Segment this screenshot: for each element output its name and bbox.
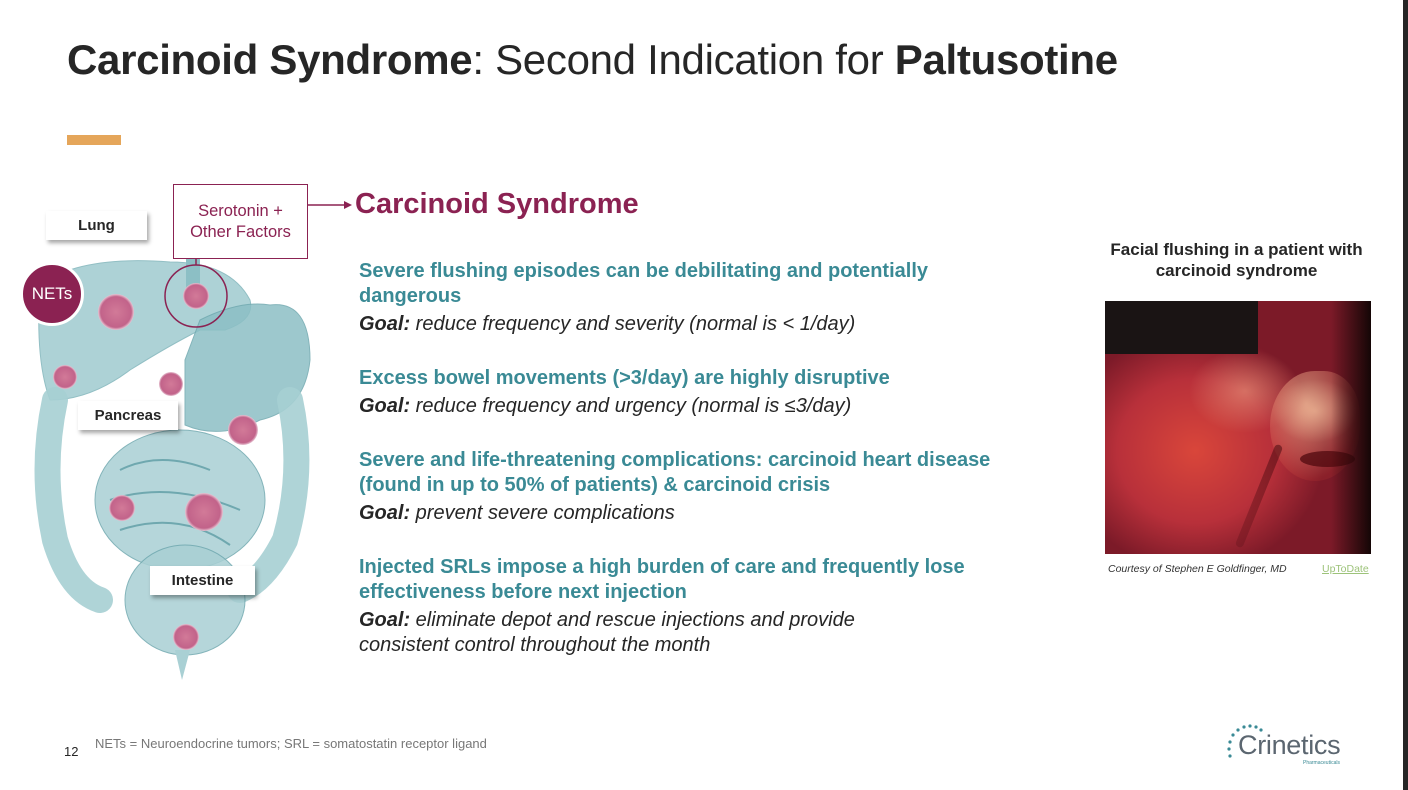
goal-label: Goal: xyxy=(359,395,411,417)
section-heading: Carcinoid Syndrome xyxy=(355,188,639,220)
point-goal xyxy=(359,501,1059,526)
point-title: Injected SRLs impose a high burden of care and frequently lose effectiveness before next injection xyxy=(359,556,965,603)
title-bold-1: Carcinoid Syndrome xyxy=(67,36,473,83)
point-title: Excess bowel movements (>3/day) are highly disruptive xyxy=(359,367,890,389)
nets-badge xyxy=(20,262,84,326)
crinetics-logo xyxy=(1225,722,1355,772)
point-title: Severe flushing episodes can be debilitating and potentially dangerous xyxy=(359,260,929,307)
point-item xyxy=(359,555,1059,658)
point-goal xyxy=(359,394,1059,419)
label-lung xyxy=(46,211,147,240)
goal-text: reduce frequency and severity (normal is < 1/day) xyxy=(410,313,856,335)
title-bold-2: Paltusotine xyxy=(894,36,1118,83)
logo-wordmark: Crinetics xyxy=(1238,730,1341,760)
slide-title xyxy=(67,36,1118,84)
photo-credit: Courtesy of Stephen E Goldfinger, MD xyxy=(1108,563,1287,575)
goal-label: Goal: xyxy=(359,313,411,335)
intestine-label-text: Intestine xyxy=(171,572,234,589)
point-title: Severe and life-threatening complications: carcinoid heart disease (found in up to 50% of patients) & carcinoid crisis xyxy=(359,449,991,496)
goal-label: Goal: xyxy=(359,609,411,631)
nets-badge-text: NETs xyxy=(31,284,73,303)
label-pancreas xyxy=(78,401,178,430)
slide-right-border xyxy=(1403,0,1408,790)
points-list xyxy=(359,259,1059,658)
footnote: NETs = Neuroendocrine tumors; SRL = somatostatin receptor ligand xyxy=(95,736,487,751)
page-number: 12 xyxy=(64,744,79,759)
goal-text: eliminate depot and rescue injections and provide consistent control throughout the month xyxy=(359,609,855,656)
goal-text: reduce frequency and urgency (normal is ≤3/day) xyxy=(410,395,852,417)
point-item xyxy=(359,448,1059,526)
label-intestine xyxy=(150,566,255,595)
serotonin-callout-box xyxy=(173,184,308,259)
pancreas-label-text: Pancreas xyxy=(94,407,162,424)
photo-shadow xyxy=(1331,301,1371,554)
point-goal xyxy=(359,608,879,658)
photo-caption: Facial flushing in a patient with carcinoid syndrome xyxy=(1110,240,1363,280)
point-item xyxy=(359,366,1059,419)
lung-label-text: Lung xyxy=(78,217,115,234)
photo-fold-shape xyxy=(1235,444,1284,549)
accent-bar xyxy=(67,135,121,145)
point-goal xyxy=(359,312,1059,337)
goal-text: prevent severe complications xyxy=(410,502,675,524)
serotonin-callout-text: Serotonin + Other Factors xyxy=(190,201,291,241)
point-item xyxy=(359,259,1059,337)
goal-label: Goal: xyxy=(359,502,411,524)
facial-flushing-photo xyxy=(1105,301,1371,554)
photo-censor-bar xyxy=(1105,301,1258,354)
arrow-right-icon xyxy=(308,198,354,212)
title-regular: : Second Indication for xyxy=(472,36,895,83)
photo-source: UpToDate xyxy=(1322,563,1369,575)
logo-subtitle: Pharmaceuticals xyxy=(1303,760,1340,766)
